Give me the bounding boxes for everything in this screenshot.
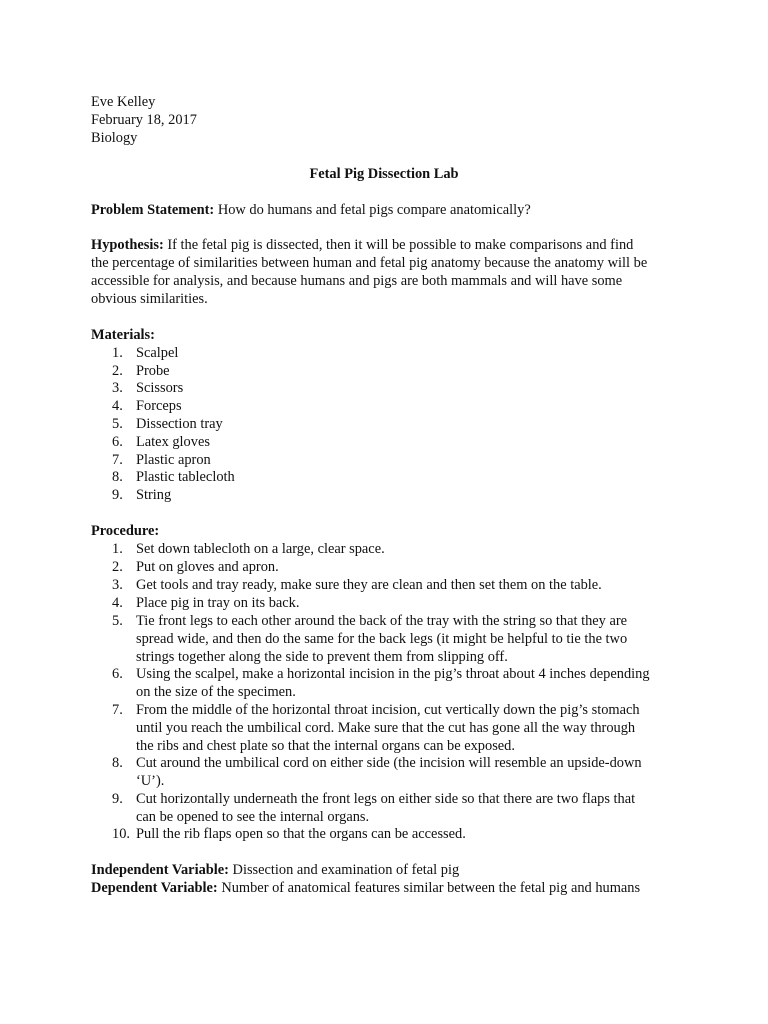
procedure-step: Put on gloves and apron. bbox=[136, 559, 279, 575]
hypothesis-label: Hypothesis: bbox=[91, 237, 164, 253]
procedure-step: From the middle of the horizontal throat incision, cut vertically down the pig’s stomach bbox=[136, 702, 640, 718]
list-number: 4. bbox=[112, 398, 123, 414]
independent-variable-label: Independent Variable: bbox=[91, 862, 229, 878]
procedure-step: Place pig in tray on its back. bbox=[136, 595, 300, 611]
list-number: 6. bbox=[112, 666, 123, 682]
procedure-step: Cut around the umbilical cord on either side (the incision will resemble an upside-down bbox=[136, 755, 642, 771]
list-number: 7. bbox=[112, 702, 123, 718]
procedure-step-continuation: the ribs and chest plate so that the internal organs can be exposed. bbox=[136, 738, 515, 754]
material-item: Latex gloves bbox=[136, 434, 210, 450]
list-number: 8. bbox=[112, 755, 123, 771]
material-item: Dissection tray bbox=[136, 416, 223, 432]
list-number: 8. bbox=[112, 469, 123, 485]
list-number: 5. bbox=[112, 416, 123, 432]
problem-statement-label: Problem Statement: bbox=[91, 202, 215, 218]
hypothesis-line-2: the percentage of similarities between human and fetal pig anatomy because the anatomy will be bbox=[91, 255, 648, 271]
independent-variable bbox=[91, 861, 459, 879]
subject-line: Biology bbox=[91, 130, 138, 146]
list-number: 4. bbox=[112, 595, 123, 611]
material-item: Scalpel bbox=[136, 345, 179, 361]
list-number: 2. bbox=[112, 363, 123, 379]
list-number: 7. bbox=[112, 452, 123, 468]
hypothesis-text-1: If the fetal pig is dissected, then it will be possible to make comparisons and find bbox=[163, 237, 634, 253]
independent-variable-text: Dissection and examination of fetal pig bbox=[228, 862, 460, 878]
procedure-step-continuation: ‘U’). bbox=[136, 773, 165, 789]
material-item: Plastic tablecloth bbox=[136, 469, 235, 485]
procedure-step: Using the scalpel, make a horizontal incision in the pig’s throat about 4 inches depending bbox=[136, 666, 650, 682]
list-number: 6. bbox=[112, 434, 123, 450]
list-number: 10. bbox=[112, 826, 130, 842]
list-number: 9. bbox=[112, 791, 123, 807]
materials-label: Materials: bbox=[91, 327, 155, 343]
material-item: Forceps bbox=[136, 398, 182, 414]
procedure-step: Tie front legs to each other around the back of the tray with the string so that they are bbox=[136, 613, 628, 629]
procedure-heading bbox=[91, 522, 159, 540]
list-number: 9. bbox=[112, 487, 123, 503]
material-item: Scissors bbox=[136, 380, 184, 396]
document-date: February 18, 2017 bbox=[91, 112, 197, 128]
problem-statement-text: How do humans and fetal pigs compare anatomically? bbox=[214, 202, 531, 218]
procedure-step-continuation: strings together along the side to prevent them from slipping off. bbox=[136, 649, 508, 665]
materials-heading bbox=[91, 326, 155, 344]
material-item: String bbox=[136, 487, 172, 503]
list-number: 1. bbox=[112, 541, 123, 557]
hypothesis-line-1 bbox=[91, 236, 633, 254]
list-number: 5. bbox=[112, 613, 123, 629]
procedure-label: Procedure: bbox=[91, 523, 160, 539]
problem-statement bbox=[91, 201, 531, 219]
procedure-step: Pull the rib flaps open so that the organs can be accessed. bbox=[136, 826, 466, 842]
hypothesis-line-4: obvious similarities. bbox=[91, 291, 208, 307]
hypothesis-line-3: accessible for analysis, and because humans and pigs are both mammals and will have some bbox=[91, 273, 623, 289]
material-item: Plastic apron bbox=[136, 452, 211, 468]
document-title: Fetal Pig Dissection Lab bbox=[309, 166, 459, 182]
procedure-step: Cut horizontally underneath the front legs on either side so that there are two flaps that bbox=[136, 791, 636, 807]
material-item: Probe bbox=[136, 363, 170, 379]
list-number: 3. bbox=[112, 577, 123, 593]
dependent-variable bbox=[91, 879, 640, 897]
list-number: 1. bbox=[112, 345, 123, 361]
procedure-step-continuation: on the size of the specimen. bbox=[136, 684, 296, 700]
procedure-step: Get tools and tray ready, make sure they are clean and then set them on the table. bbox=[136, 577, 602, 593]
procedure-step: Set down tablecloth on a large, clear space. bbox=[136, 541, 385, 557]
list-number: 2. bbox=[112, 559, 123, 575]
list-number: 3. bbox=[112, 380, 123, 396]
dependent-variable-text: Number of anatomical features similar between the fetal pig and humans bbox=[217, 880, 641, 896]
procedure-step-continuation: spread wide, and then do the same for the back legs (it might be helpful to tie the two bbox=[136, 631, 628, 647]
procedure-step-continuation: can be opened to see the internal organs. bbox=[136, 809, 370, 825]
author-name: Eve Kelley bbox=[91, 94, 156, 110]
procedure-step-continuation: until you reach the umbilical cord. Make sure that the cut has gone all the way through bbox=[136, 720, 636, 736]
dependent-variable-label: Dependent Variable: bbox=[91, 880, 218, 896]
